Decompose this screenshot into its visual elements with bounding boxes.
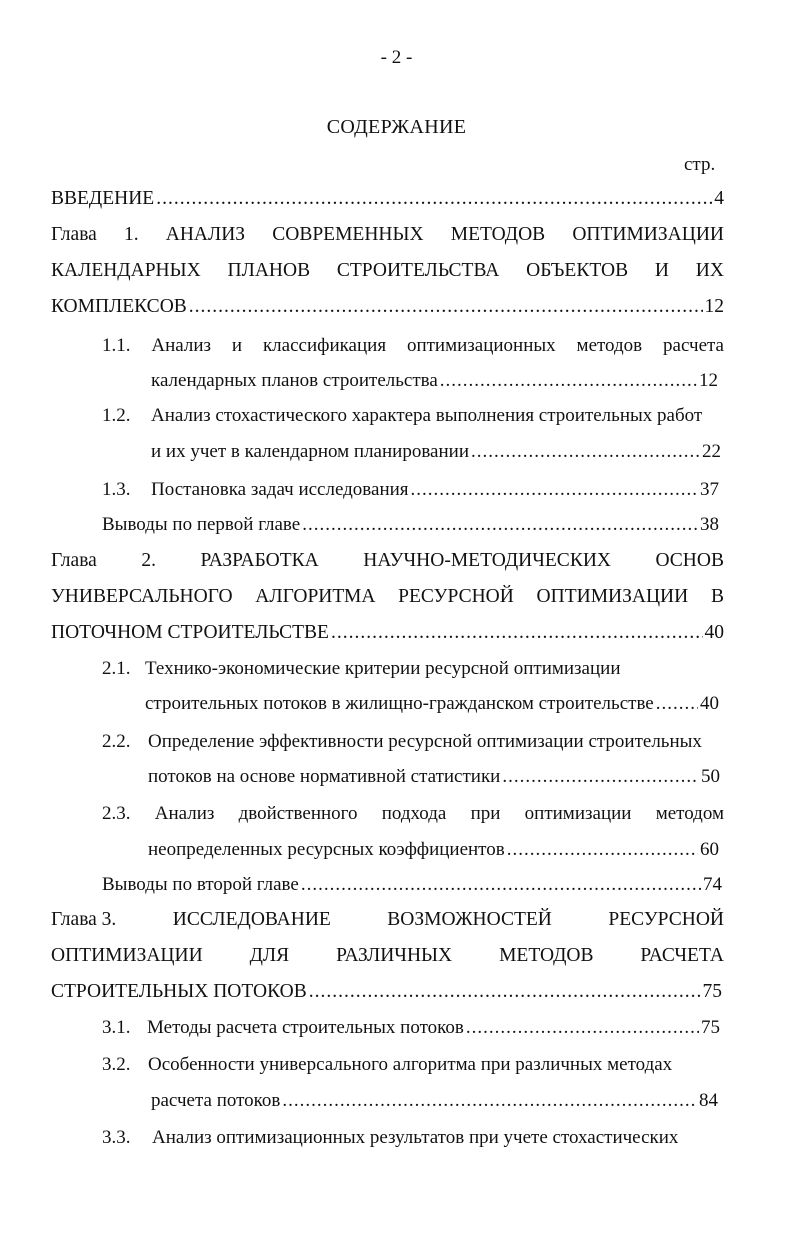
dot-leader: [411, 477, 698, 503]
word: ИССЛЕДОВАНИЕ: [172, 909, 331, 930]
toc-entry-text: СТРОИТЕЛЬНЫХ ПОТОКОВ: [51, 981, 307, 1002]
word: оптимизационных: [406, 335, 556, 356]
word: ИХ: [695, 260, 724, 281]
word: ДЛЯ: [249, 945, 290, 966]
dot-leader: [507, 837, 698, 863]
word: МЕТОДОВ: [499, 945, 594, 966]
toc-section-2-1-line-2[interactable]: [145, 691, 719, 717]
toc-page-number: 74: [703, 874, 722, 895]
section-number: 3.2.: [102, 1054, 131, 1075]
toc-chapter-2-line-1[interactable]: [51, 548, 724, 574]
toc-entry-text: неопределенных ресурсных коэффициентов: [148, 839, 505, 860]
toc-chapter-3-line-1[interactable]: [51, 907, 724, 933]
word: классификация: [262, 335, 387, 356]
word: подхода: [381, 803, 447, 824]
toc-conclusions-2[interactable]: [102, 872, 722, 898]
section-number: 1.3.: [102, 479, 131, 500]
section-number: 2.2.: [102, 731, 131, 752]
dot-leader: [331, 620, 703, 646]
word: И: [654, 260, 669, 281]
word: Анализ: [151, 335, 212, 356]
toc-page-number: 75: [701, 1017, 720, 1038]
word: 1.: [123, 224, 139, 245]
toc-conclusions-1[interactable]: [102, 512, 719, 538]
toc-entry-text: Методы расчета строительных потоков: [147, 1017, 464, 1038]
word: РЕСУРСНОЙ: [398, 586, 514, 607]
toc-section-1-2-line-1[interactable]: [102, 403, 724, 429]
word: ОПТИМИЗАЦИИ: [572, 224, 724, 245]
word: МЕТОДОВ: [450, 224, 546, 245]
toc-page-number: 37: [700, 479, 719, 500]
toc-section-2-3-line-1[interactable]: [102, 801, 724, 827]
section-number: 1.1.: [102, 335, 131, 356]
toc-entry-text: ВВЕДЕНИЕ: [51, 188, 155, 209]
toc-entry-intro[interactable]: [51, 186, 724, 212]
dot-leader: [282, 1088, 697, 1114]
dot-leader: [440, 368, 697, 394]
word: Глава 3.: [51, 909, 117, 930]
toc-entry-text: строительных потоков в жилищно-гражданском строительстве: [145, 693, 654, 714]
toc-entry-text: Анализ оптимизационных результатов при учете стохастических: [152, 1127, 679, 1148]
word: 2.: [141, 550, 156, 571]
toc-chapter-1-line-3[interactable]: [51, 294, 724, 320]
word: РАЗЛИЧНЫХ: [336, 945, 453, 966]
toc-chapter-2-line-3[interactable]: [51, 620, 724, 646]
word: ОБЪЕКТОВ: [526, 260, 629, 281]
word: ОСНОВ: [655, 550, 724, 571]
section-number: 3.3.: [102, 1127, 131, 1148]
toc-section-1-2-line-2[interactable]: [151, 439, 721, 465]
page-number: - 2 -: [380, 47, 413, 68]
word: ВОЗМОЖНОСТЕЙ: [387, 909, 552, 930]
toc-entry-text: календарных планов строительства: [151, 370, 438, 391]
toc-entry-text: Выводы по второй главе: [102, 874, 299, 895]
word: двойственного: [238, 803, 358, 824]
word: НАУЧНО-МЕТОДИЧЕСКИХ: [363, 550, 611, 571]
word: АЛГОРИТМА: [255, 586, 376, 607]
dot-leader: [189, 294, 703, 320]
word: методов: [576, 335, 643, 356]
word: СТРОИТЕЛЬСТВА: [336, 260, 500, 281]
toc-chapter-2-line-2[interactable]: [51, 584, 724, 610]
toc-section-2-2-line-1[interactable]: [102, 729, 724, 755]
word: ОПТИМИЗАЦИИ: [51, 945, 203, 966]
toc-page-number: 75: [702, 981, 722, 1002]
word: КАЛЕНДАРНЫХ: [51, 260, 201, 281]
toc-page-number: 38: [700, 514, 719, 535]
toc-entry-text: и их учет в календарном планировании: [151, 441, 469, 462]
toc-section-1-1-line-1[interactable]: [102, 333, 724, 359]
dot-leader: [466, 1015, 699, 1041]
toc-entry-text: Особенности универсального алгоритма при различных методах: [148, 1054, 673, 1075]
word: В: [710, 586, 724, 607]
toc-section-1-3[interactable]: [102, 477, 719, 503]
section-number: 2.1.: [102, 658, 131, 679]
toc-page-number: 40: [704, 622, 724, 643]
toc-page-number: 50: [701, 766, 720, 787]
word: СОВРЕМЕННЫХ: [272, 224, 424, 245]
word: методом: [655, 803, 724, 824]
word: при: [470, 803, 501, 824]
word: расчета: [663, 335, 724, 356]
toc-section-3-1[interactable]: [102, 1015, 720, 1041]
toc-section-3-3-line-1[interactable]: [102, 1125, 724, 1151]
toc-section-2-2-line-2[interactable]: [148, 764, 720, 790]
word: ОПТИМИЗАЦИИ: [536, 586, 689, 607]
toc-chapter-1-line-2[interactable]: [51, 258, 724, 284]
toc-chapter-1-line-1[interactable]: [51, 222, 724, 248]
toc-section-2-1-line-1[interactable]: [102, 656, 724, 682]
toc-entry-text: Постановка задач исследования: [151, 479, 409, 500]
toc-entry-text: потоков на основе нормативной статистики: [148, 766, 501, 787]
toc-entry-text: Определение эффективности ресурсной оптимизации строительных: [148, 731, 702, 752]
word: АНАЛИЗ: [165, 224, 246, 245]
dot-leader: [309, 979, 701, 1005]
word: РАСЧЕТА: [640, 945, 724, 966]
word: РЕСУРСНОЙ: [608, 909, 724, 930]
toc-entry-text: КОМПЛЕКСОВ: [51, 296, 187, 317]
dot-leader: [471, 439, 700, 465]
toc-page-number: 84: [699, 1090, 718, 1111]
dot-leader: [156, 186, 712, 212]
toc-section-3-2-line-2[interactable]: [151, 1088, 718, 1114]
word: УНИВЕРСАЛЬНОГО: [51, 586, 233, 607]
toc-page-number: 60: [700, 839, 719, 860]
toc-entry-text: Анализ стохастического характера выполнения строительных работ: [151, 405, 703, 426]
page-column-label: стр.: [684, 154, 716, 175]
toc-title: СОДЕРЖАНИЕ: [326, 116, 467, 138]
toc-entry-text: Выводы по первой главе: [102, 514, 301, 535]
toc-chapter-3-line-2[interactable]: [51, 943, 724, 969]
section-number: 2.3.: [102, 803, 131, 824]
word: РАЗРАБОТКА: [200, 550, 319, 571]
toc-page-number: 40: [700, 693, 719, 714]
dot-leader: [301, 872, 701, 898]
dot-leader: [502, 764, 699, 790]
word: оптимизации: [524, 803, 632, 824]
word: Анализ: [154, 803, 215, 824]
dot-leader: [656, 691, 698, 717]
word: и: [231, 335, 243, 356]
toc-page-number: 22: [702, 441, 721, 462]
toc-section-2-3-line-2[interactable]: [148, 837, 719, 863]
toc-entry-text: Технико-экономические критерии ресурсной оптимизации: [145, 658, 621, 679]
toc-chapter-3-line-3[interactable]: [51, 979, 722, 1005]
section-number: 1.2.: [102, 405, 131, 426]
word: ПЛАНОВ: [227, 260, 311, 281]
toc-entry-text: расчета потоков: [151, 1090, 281, 1111]
toc-section-1-1-line-2[interactable]: [151, 368, 718, 394]
section-number: 3.1.: [102, 1017, 131, 1038]
toc-page-number: 12: [699, 370, 718, 391]
toc-section-3-2-line-1[interactable]: [102, 1052, 724, 1078]
dot-leader: [302, 512, 698, 538]
toc-entry-text: ПОТОЧНОМ СТРОИТЕЛЬСТВЕ: [51, 622, 329, 643]
word: Глава: [51, 550, 97, 571]
toc-page-number: 12: [704, 296, 724, 317]
toc-page-number: 4: [714, 188, 724, 209]
word: Глава: [51, 224, 97, 245]
